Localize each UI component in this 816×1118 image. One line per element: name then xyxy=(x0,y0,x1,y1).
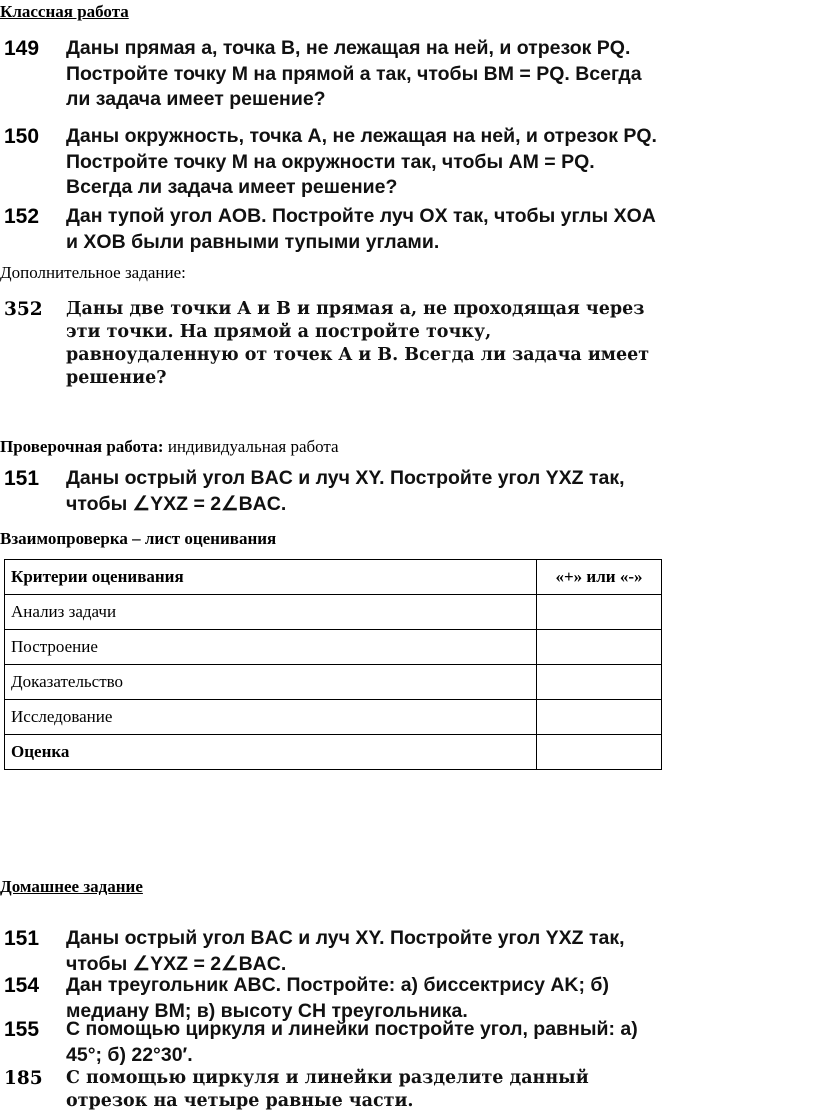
mark-header: «+» или «-» xyxy=(537,560,662,595)
problem-149 xyxy=(4,36,664,113)
problem-number: 155 xyxy=(4,1018,40,1041)
problem-number: 149 xyxy=(4,37,40,60)
problem-number: 185 xyxy=(4,1068,43,1089)
criteria-cell: Исследование xyxy=(5,700,537,735)
classwork-title: Классная работа xyxy=(0,2,129,21)
table-row xyxy=(5,665,662,700)
problem-text: Даны окружность, точка A, не лежащая на ней, и отрезок PQ. Постройте точку M на окружности так, чтобы AM = PQ. Всегда ли задача имеет решение? xyxy=(66,125,657,198)
check-subtitle: индивидуальная работа xyxy=(167,437,339,456)
criteria-header: Критерии оценивания xyxy=(5,560,537,595)
check-problem-151 xyxy=(4,466,664,517)
problem-text: Даны две точки A и B и прямая a, не проходящая через эти точки. На прямой a постройте точку, равноудаленную от точек A и B. Всегда ли задача имеет решение? xyxy=(66,299,650,388)
total-cell: Оценка xyxy=(5,735,537,770)
extra-title: Дополнительное задание: xyxy=(0,263,186,282)
problem-number: 352 xyxy=(4,299,43,320)
problem-text: С помощью циркуля и линейки постройте угол, равный: а) 45°; б) 22°30′. xyxy=(66,1018,638,1066)
peer-title: Взаимопроверка – лист оценивания xyxy=(0,529,277,548)
criteria-cell: Доказательство xyxy=(5,665,537,700)
problem-text: Дан тупой угол AOB. Постройте луч OX так, чтобы углы XOA и XOB были равными тупыми углами. xyxy=(66,205,656,253)
problem-text: Даны острый угол BAC и луч XY. Постройте угол YXZ так, чтобы ∠YXZ = 2∠BAC. xyxy=(66,927,625,975)
problem-number: 152 xyxy=(4,205,40,228)
problem-number: 154 xyxy=(4,974,40,997)
table-total-row xyxy=(5,735,662,770)
problem-150 xyxy=(4,124,664,201)
criteria-cell: Построение xyxy=(5,630,537,665)
problem-number: 151 xyxy=(4,927,40,950)
check-title: Проверочная работа: xyxy=(0,437,164,456)
criteria-cell: Анализ задачи xyxy=(5,595,537,630)
problem-number: 151 xyxy=(4,467,40,490)
mark-cell[interactable] xyxy=(537,700,662,735)
homework-problem-185 xyxy=(4,1067,664,1113)
problem-text: С помощью циркуля и линейки разделите данный отрезок на четыре равные части. xyxy=(66,1068,589,1111)
mark-cell[interactable] xyxy=(537,595,662,630)
problem-text: Дан треугольник ABC. Постройте: а) биссектрису AK; б) медиану BM; в) высоту CH треугольника. xyxy=(66,974,609,1022)
problem-text: Даны прямая a, точка B, не лежащая на ней, и отрезок PQ. Постройте точку M на прямой a так, чтобы BM = PQ. Всегда ли задача имеет решение? xyxy=(66,37,642,110)
table-row xyxy=(5,700,662,735)
mark-cell[interactable] xyxy=(537,630,662,665)
table-row xyxy=(5,630,662,665)
problem-352 xyxy=(4,298,664,390)
problem-152 xyxy=(4,204,664,255)
homework-problem-155 xyxy=(4,1017,664,1068)
homework-problem-151 xyxy=(4,926,664,977)
total-mark-cell[interactable] xyxy=(537,735,662,770)
table-header-row xyxy=(5,560,662,595)
grading-table xyxy=(4,559,662,770)
check-heading xyxy=(0,437,339,457)
homework-title: Домашнее задание xyxy=(0,877,143,896)
table-row xyxy=(5,595,662,630)
mark-cell[interactable] xyxy=(537,665,662,700)
problem-text: Даны острый угол BAC и луч XY. Постройте угол YXZ так, чтобы ∠YXZ = 2∠BAC. xyxy=(66,467,625,515)
problem-number: 150 xyxy=(4,125,40,148)
